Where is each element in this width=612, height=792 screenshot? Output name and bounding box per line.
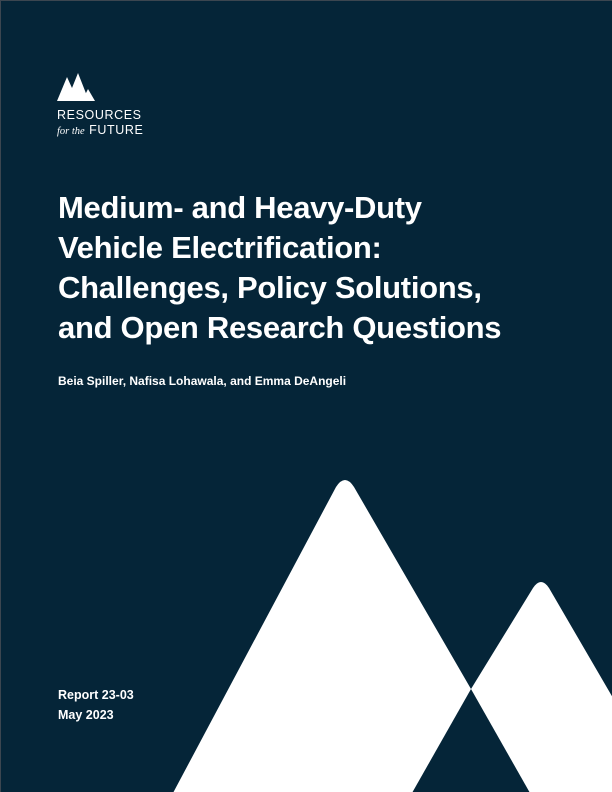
- title-line-3: Challenges, Policy Solutions,: [58, 270, 482, 305]
- authors: Beia Spiller, Nafisa Lohawala, and Emma DeAngeli: [58, 374, 347, 388]
- logo-text-resources: RESOURCES: [57, 108, 142, 122]
- logo-text-line2: [57, 123, 143, 139]
- title-line-1: Medium- and Heavy-Duty: [58, 190, 422, 225]
- rff-logo: [57, 73, 167, 143]
- logo-text-future: FUTURE: [89, 123, 144, 137]
- report-number: Report 23-03: [58, 688, 134, 702]
- logo-text-for-the: for the: [57, 126, 85, 137]
- mountain-peaks-logo-icon: [57, 73, 99, 103]
- report-date: May 2023: [58, 708, 114, 722]
- title-line-4: and Open Research Questions: [58, 310, 502, 345]
- title-line-2: Vehicle Electrification:: [58, 230, 382, 265]
- report-title: [58, 188, 558, 348]
